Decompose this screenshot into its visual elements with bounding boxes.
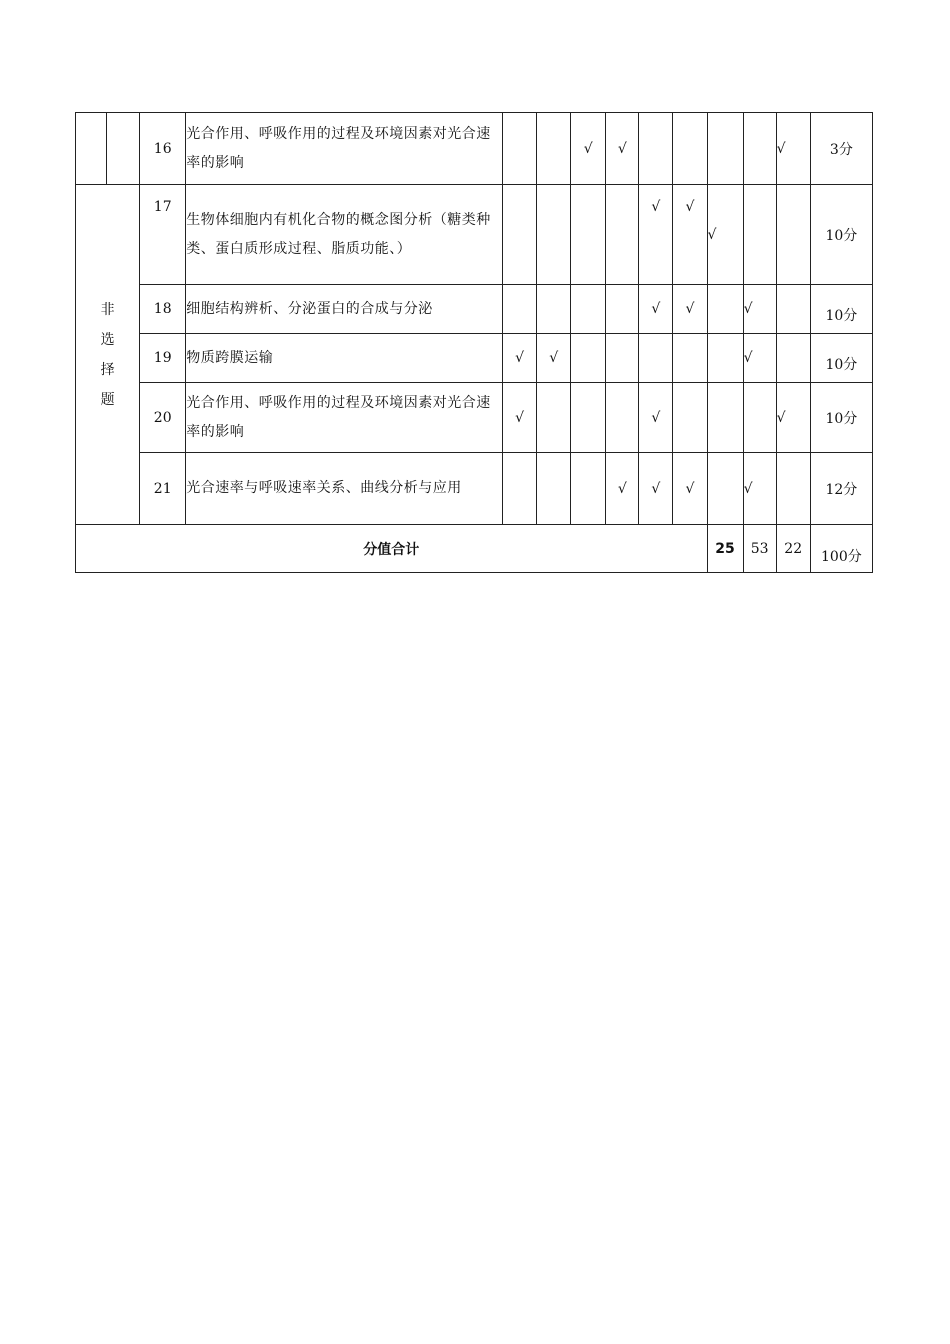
table-row <box>76 113 873 185</box>
total-value: 22 <box>776 525 810 573</box>
table-row <box>76 453 873 525</box>
topic-text: 光合速率与呼吸速率关系、曲线分析与应用 <box>186 453 503 525</box>
check-cell <box>707 285 743 334</box>
total-sum: 100分 <box>810 525 872 573</box>
score-cell: 10分 <box>810 383 872 453</box>
check-cell <box>639 334 673 383</box>
check-cell: √ <box>743 285 776 334</box>
blank-cell <box>107 113 140 185</box>
check-cell <box>537 285 571 334</box>
check-cell: √ <box>776 383 810 453</box>
check-cell <box>606 334 639 383</box>
check-cell <box>571 383 606 453</box>
check-cell <box>537 185 571 285</box>
total-label: 分值合计 <box>76 525 708 573</box>
question-number: 18 <box>140 285 186 334</box>
check-cell <box>503 285 537 334</box>
question-number: 16 <box>140 113 186 185</box>
category-char: 非 <box>100 301 115 318</box>
check-cell <box>776 285 810 334</box>
check-cell <box>707 334 743 383</box>
topic-text: 物质跨膜运输 <box>186 334 503 383</box>
question-number: 17 <box>140 185 186 285</box>
check-cell <box>606 285 639 334</box>
check-cell <box>707 453 743 525</box>
category-char: 题 <box>100 391 115 408</box>
check-cell <box>537 453 571 525</box>
total-row <box>76 525 873 573</box>
check-cell: √ <box>673 285 707 334</box>
check-cell <box>776 334 810 383</box>
check-cell: √ <box>776 113 810 185</box>
table-row <box>76 334 873 383</box>
check-cell <box>673 334 707 383</box>
topic-text: 细胞结构辨析、分泌蛋白的合成与分泌 <box>186 285 503 334</box>
total-value: 53 <box>743 525 776 573</box>
check-cell <box>707 113 743 185</box>
check-cell: √ <box>673 453 707 525</box>
score-cell: 3分 <box>810 113 872 185</box>
category-char: 选 <box>100 331 115 348</box>
check-cell <box>537 383 571 453</box>
check-cell <box>571 334 606 383</box>
check-cell: √ <box>571 113 606 185</box>
check-cell: √ <box>639 383 673 453</box>
check-cell: √ <box>743 453 776 525</box>
check-cell: √ <box>503 334 537 383</box>
check-cell <box>776 453 810 525</box>
check-cell: √ <box>707 185 743 285</box>
check-cell <box>707 383 743 453</box>
total-value: 25 <box>707 525 743 573</box>
blank-cell <box>76 113 107 185</box>
topic-text: 光合作用、呼吸作用的过程及环境因素对光合速率的影响 <box>186 383 503 453</box>
score-cell: 10分 <box>810 185 872 285</box>
topic-text: 光合作用、呼吸作用的过程及环境因素对光合速率的影响 <box>186 113 503 185</box>
check-cell <box>743 383 776 453</box>
category-char: 择 <box>100 361 115 378</box>
check-cell: √ <box>639 453 673 525</box>
check-cell <box>503 113 537 185</box>
check-cell <box>571 285 606 334</box>
check-cell <box>639 113 673 185</box>
check-cell: √ <box>673 185 707 285</box>
check-cell <box>673 383 707 453</box>
topic-text: 生物体细胞内有机化合物的概念图分析（糖类种类、蛋白质形成过程、脂质功能、） <box>186 185 503 285</box>
score-cell: 12分 <box>810 453 872 525</box>
check-cell: √ <box>743 334 776 383</box>
check-cell: √ <box>606 113 639 185</box>
score-cell: 10分 <box>810 285 872 334</box>
check-cell: √ <box>503 383 537 453</box>
check-cell <box>606 383 639 453</box>
check-cell: √ <box>537 334 571 383</box>
check-cell <box>743 113 776 185</box>
category-cell <box>76 185 140 525</box>
check-cell <box>673 113 707 185</box>
check-cell <box>503 453 537 525</box>
table-row <box>76 383 873 453</box>
table-row <box>76 185 873 285</box>
check-cell: √ <box>606 453 639 525</box>
table-row <box>76 285 873 334</box>
question-number: 20 <box>140 383 186 453</box>
check-cell: √ <box>639 285 673 334</box>
check-cell <box>776 185 810 285</box>
score-cell: 10分 <box>810 334 872 383</box>
score-table <box>75 112 873 573</box>
check-cell <box>606 185 639 285</box>
check-cell <box>537 113 571 185</box>
check-cell <box>743 185 776 285</box>
question-number: 19 <box>140 334 186 383</box>
check-cell: √ <box>639 185 673 285</box>
check-cell <box>503 185 537 285</box>
check-cell <box>571 453 606 525</box>
question-number: 21 <box>140 453 186 525</box>
check-cell <box>571 185 606 285</box>
